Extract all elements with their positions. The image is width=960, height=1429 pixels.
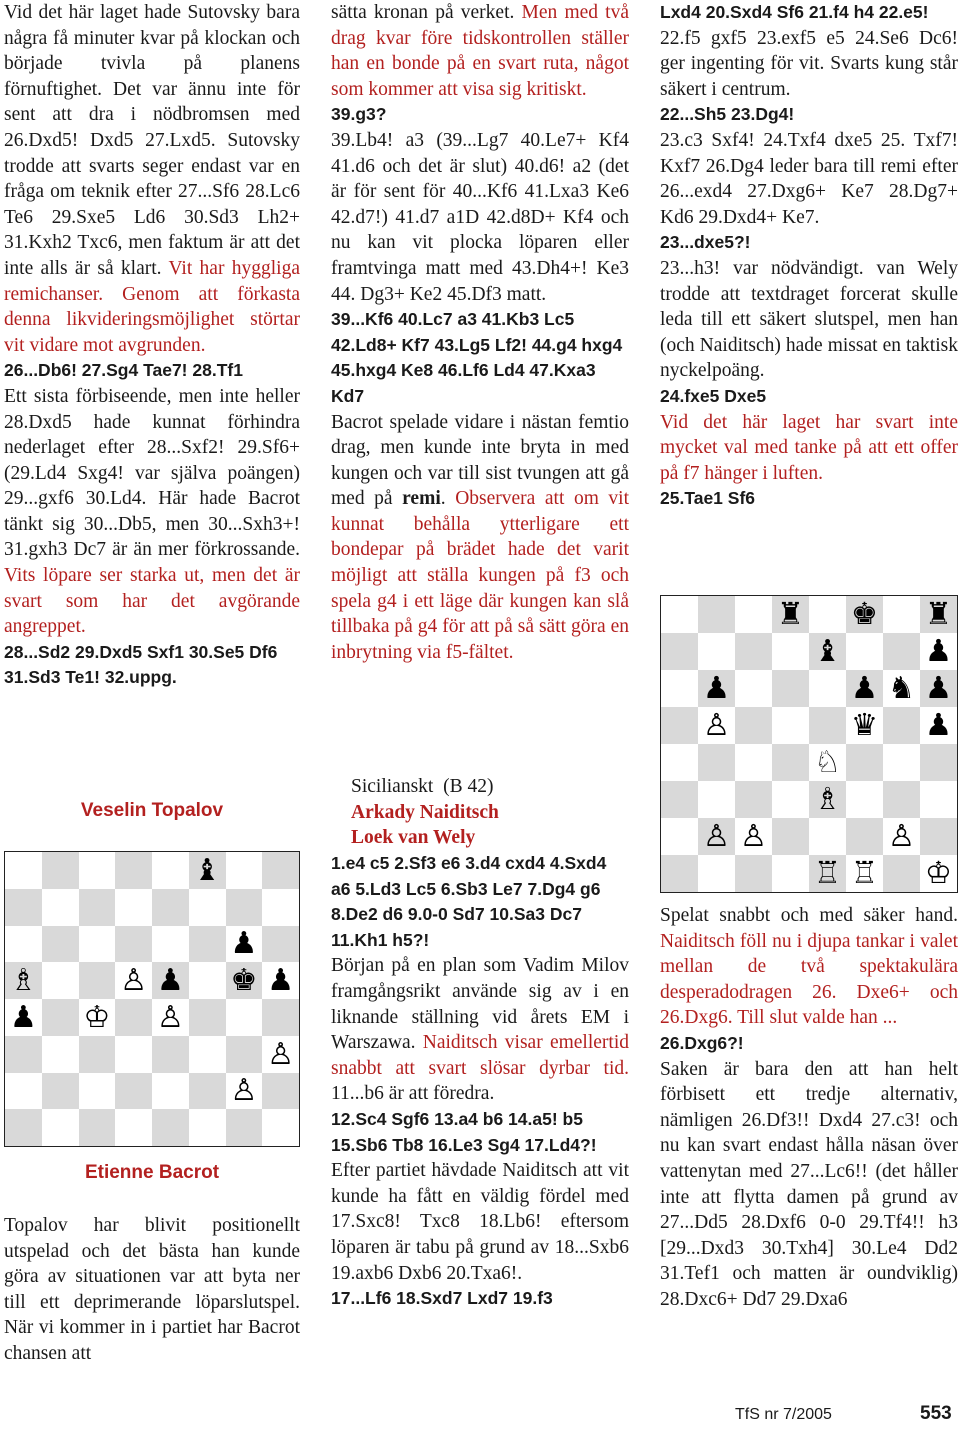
board-square — [809, 670, 846, 707]
board-square — [42, 999, 79, 1036]
highlight-text: Men med två drag kvar före tidskontrollen ställer han en bonde på en svart ruta, något som kommer att visa sig kritiskt. — [331, 2, 630, 100]
board-square — [79, 1109, 116, 1146]
column-left — [4, 0, 300, 691]
eco-code: (B 42) — [443, 776, 494, 797]
chess-piece: ♙ — [120, 963, 148, 999]
paragraph — [331, 0, 629, 102]
board-square — [226, 889, 263, 926]
chess-piece: ♗ — [9, 963, 37, 999]
board-square — [79, 926, 116, 963]
move-sequence: 22...Sh5 23.Dg4! — [660, 104, 795, 125]
highlight-text: Vid det här laget har svart inte mycket val med tanke på att ett offer på f7 hänger i luften. — [660, 411, 958, 484]
move-sequence: 26...Db6! 27.Sg4 Tae7! 28.Tf1 — [4, 360, 243, 381]
board-square — [883, 744, 920, 781]
board-square — [846, 818, 883, 855]
chess-piece: ♟ — [156, 963, 184, 999]
opening-line — [351, 774, 629, 800]
board-square — [661, 818, 698, 855]
board-square — [772, 707, 809, 744]
board-square — [262, 852, 299, 889]
chess-piece: ♖ — [813, 856, 842, 891]
chess-piece: ♘ — [813, 745, 842, 780]
player-name-bottom: Etienne Bacrot — [84, 1162, 220, 1183]
board-square — [735, 855, 772, 892]
board-square — [698, 633, 735, 670]
chess-piece: ♝ — [813, 634, 842, 669]
chess-piece: ♙ — [887, 819, 916, 854]
move-sequence: 17...Lf6 18.Sxd7 Lxd7 19.f3 — [331, 1288, 553, 1309]
paragraph-text: sätta kronan på verket. — [331, 2, 515, 23]
board-square — [262, 1073, 299, 1110]
chess-piece: ♙ — [702, 819, 731, 854]
board-square — [79, 852, 116, 889]
highlight-text: Naiditsch visar emellertid snabbt att svart slösar dyrbar tid. — [331, 1032, 629, 1079]
board-square — [115, 999, 152, 1036]
move-sequence: 12.Sc4 Sgf6 13.a4 b6 14.a5! b5 15.Sb6 Tb8 16.Le3 Sg4 17.Ld4?! — [331, 1108, 597, 1155]
highlight-text: Observera att om vit kunnat behålla ytterligare ett bondepar på brädet hade det varit möjligt att ställa kungen på f3 och spela g4 i ett läge där kungen kan slå tillbaka på g4 för att på så sätt göra en inbrytning via f5-fältet. — [331, 488, 630, 663]
board-square — [772, 744, 809, 781]
board-square — [698, 596, 735, 633]
game-header — [351, 774, 629, 851]
chess-piece: ♔ — [924, 856, 953, 891]
paragraph-text: Början på en plan som Vadim Milov framgångsrikt använde sig av i en liknande ställning vid årets EM i Warszawa. — [331, 955, 629, 1054]
chess-piece: ♞ — [887, 671, 916, 706]
chess-piece: ♙ — [156, 999, 184, 1035]
board-square — [661, 633, 698, 670]
paragraph — [331, 953, 629, 1107]
chess-diagram-2 — [660, 595, 958, 893]
chess-piece: ♟ — [702, 671, 731, 706]
game-annotation — [331, 851, 629, 1312]
chess-piece: ♟ — [924, 634, 953, 669]
board-square — [152, 1073, 189, 1110]
board-square — [79, 1073, 116, 1110]
chess-diagram-1 — [4, 851, 300, 1147]
board-square — [115, 1109, 152, 1146]
chess-piece: ♔ — [83, 999, 111, 1035]
paragraph-text: Efter partiet hävdade Naiditsch att vit kunde ha fått en väldig fördel med 17.Sxc8! Txc8 18.Lb6! eftersom löparen är tabu på grund av 18...Sxb6 19.axb6 Dxb6 20.Txa6!. — [331, 1160, 629, 1284]
board-square — [42, 962, 79, 999]
board-square — [189, 1073, 226, 1110]
board-square — [189, 962, 226, 999]
board-square — [920, 818, 957, 855]
chess-piece: ♗ — [813, 782, 842, 817]
board-square — [846, 744, 883, 781]
chess-piece: ♙ — [739, 819, 768, 854]
chess-piece: ♟ — [9, 999, 37, 1035]
board-square — [661, 781, 698, 818]
board-square — [42, 889, 79, 926]
column-middle — [331, 0, 629, 665]
board-square — [661, 596, 698, 633]
board-square — [735, 781, 772, 818]
black-player: Loek van Wely — [351, 827, 476, 849]
board-square — [883, 596, 920, 633]
board-square — [226, 1036, 263, 1073]
paragraph — [4, 384, 300, 640]
move-sequence: 28...Sd2 29.Dxd5 Sxf1 30.Se5 Df6 31.Sd3 Te1! 32.uppg. — [4, 641, 278, 688]
board-square — [42, 926, 79, 963]
chess-piece: ♜ — [924, 597, 953, 632]
board-square — [42, 1109, 79, 1146]
paragraph-text: Bacrot spelade vidare i nästan femtio drag, men kunde inte bryta in med kungen och var till sist tvungen att gå med på — [331, 411, 629, 510]
highlight-text: Vits löpare ser starka ut, men det är svart som har det avgörande angreppet. — [4, 565, 300, 638]
move-sequence: 25.Tae1 Sf6 — [660, 488, 756, 509]
paragraph — [4, 1213, 300, 1367]
board-square — [5, 926, 42, 963]
chess-piece: ♛ — [850, 708, 879, 743]
board-square — [5, 852, 42, 889]
board-square — [189, 926, 226, 963]
board-square — [189, 999, 226, 1036]
board-square — [262, 1109, 299, 1146]
chess-piece: ♚ — [230, 963, 258, 999]
paragraph-text: 23...h3! var nödvändigt. van Wely trodde att textdraget forcerat skulle leda till ett säkert slutspel, men han (och Naiditsch) hade missat en taktisk nyckelpoäng. — [660, 257, 958, 382]
board-square — [226, 852, 263, 889]
board-square — [846, 781, 883, 818]
move-sequence: 1.e4 c5 2.Sf3 e6 3.d4 cxd4 4.Sxd4 a6 5.Ld3 Lc5 6.Sb3 Le7 7.Dg4 g6 8.De2 d6 9.0-0 Sd7 10.Sa3 Dc7 11.Kh1 h5?! — [331, 853, 607, 950]
board-square — [698, 781, 735, 818]
board-square — [883, 707, 920, 744]
board-square — [772, 670, 809, 707]
board-square — [5, 889, 42, 926]
board-square — [5, 1036, 42, 1073]
board-square — [226, 1109, 263, 1146]
board-square — [115, 852, 152, 889]
paragraph-text: 11...b6 är att föredra. — [331, 1083, 495, 1105]
paragraph-text: Spelat snabbt och med säker hand. — [660, 905, 958, 926]
board-square — [189, 889, 226, 926]
move-sequence: Lxd4 20.Sxd4 Sf6 21.f4 h4 22.e5! — [660, 2, 929, 22]
chess-piece: ♙ — [230, 1073, 258, 1109]
board-square — [698, 855, 735, 892]
move-sequence: 24.fxe5 Dxe5 — [660, 385, 767, 406]
chess-piece: ♖ — [850, 856, 879, 891]
paragraph — [660, 903, 958, 1031]
punctuation: . — [440, 488, 446, 510]
board-square — [5, 1073, 42, 1110]
chess-piece: ♟ — [230, 926, 258, 962]
board-square — [189, 1109, 226, 1146]
board-square — [772, 818, 809, 855]
board-square — [189, 1036, 226, 1073]
chess-piece: ♙ — [702, 708, 731, 743]
board-square — [115, 1036, 152, 1073]
magazine-issue: TfS nr 7/2005 — [735, 1406, 832, 1423]
board-square — [883, 781, 920, 818]
board-square — [735, 707, 772, 744]
page-number: 553 — [920, 1403, 952, 1424]
move-sequence: 39.g3? — [331, 104, 387, 125]
board-square — [79, 889, 116, 926]
board-square — [661, 707, 698, 744]
move-sequence: 39...Kf6 40.Lc7 a3 41.Kb3 Lc5 42.Ld8+ Kf7 43.Lg5 Lf2! 44.g4 hxg4 45.hxg4 Ke8 46.Lf6 Ld4 47.Kxa3 Kd7 — [331, 309, 623, 406]
paragraph-text: Saken är bara den att han helt förbisett ett tredje alternativ, nämligen 26.Df3!! Dxd4 27.c3! och nu kan svart endast hålla näsan över vattenytan med 27...Lc6!! (det håller inte att flytta damen på grund av 27...Dd5 28.Dxf6 0-0 29.Tf4!! h3 [29...Dxd3 30.Txh4] 30.Le4 Dd2 31.Tef1 och matten är oundviklig) 28.Dxc6+ Dd7 29.Dxa6 — [660, 1058, 958, 1310]
board-square — [42, 852, 79, 889]
board-square — [115, 926, 152, 963]
board-square — [772, 781, 809, 818]
chess-piece: ♙ — [267, 1036, 295, 1072]
board-square — [735, 744, 772, 781]
board-square — [809, 707, 846, 744]
board-square — [661, 670, 698, 707]
board-square — [262, 926, 299, 963]
board-square — [5, 1109, 42, 1146]
move-sequence: 23...dxe5?! — [660, 232, 751, 253]
board-square — [226, 999, 263, 1036]
move-sequence: 26.Dxg6?! — [660, 1032, 744, 1053]
chess-piece: ♟ — [267, 963, 295, 999]
board-square — [883, 855, 920, 892]
player-name-top: Veselin Topalov — [80, 800, 224, 821]
paragraph-text: 22.f5 gxf5 23.exf5 e5 24.Se6 Dc6! ger ingenting för vit. Svarts kung står säkert i centrum. — [660, 27, 958, 100]
board-square — [735, 633, 772, 670]
board-square — [920, 744, 957, 781]
paragraph-text: Vid det här laget hade Sutovsky bara några få minuter kvar på klockan och började tvivla på planens förnuftighet. Det var ännu inte för sent att dra i nödbromsen med 26.Dxd5! Dxd5 27.Lxd5. Sutovsky trodde att svarts seger endast var en fråga om teknik efter 27...Sf6 28.Lc6 Te6 29.Sxe5 Ld6 30.Sd3 Lh2+ 31.Kxh2 Txc6, men faktum är att det inte alls är så klart. — [4, 2, 300, 279]
board-square — [152, 889, 189, 926]
column-right — [660, 0, 958, 512]
white-player: Arkady Naiditsch — [351, 801, 499, 823]
board-square — [42, 1036, 79, 1073]
chess-piece: ♟ — [924, 708, 953, 743]
paragraph-text: Ett sista förbiseende, men inte heller 28.Dxd5 hade kunnat förhindra nederlaget efter 28...Sxf2! 29.Sf6+ (29.Ld4 Sxg4! var själva poängen) 29...gxf6 30.Ld4. Här hade Bacrot tänkt sig 30...Db5, men 30...Sxh3+! 31.gxh3 Dc7 är än mer förkrossande. — [4, 385, 300, 561]
chess-piece: ♜ — [776, 597, 805, 632]
board-square — [661, 744, 698, 781]
board-square — [115, 1073, 152, 1110]
board-square — [262, 999, 299, 1036]
board-square — [772, 633, 809, 670]
chess-piece: ♟ — [850, 671, 879, 706]
board-square — [79, 1036, 116, 1073]
board-square — [262, 889, 299, 926]
result-text: remi — [402, 488, 441, 510]
column-right-lower — [660, 903, 958, 1313]
board-square — [661, 855, 698, 892]
opening-name: Sicilianskt — [351, 776, 434, 797]
board-square — [883, 633, 920, 670]
board-square — [809, 596, 846, 633]
board-square — [809, 818, 846, 855]
board-square — [920, 781, 957, 818]
chess-piece: ♟ — [924, 671, 953, 706]
board-square — [846, 633, 883, 670]
board-square — [152, 926, 189, 963]
board-square — [115, 889, 152, 926]
board-square — [152, 852, 189, 889]
paragraph — [331, 410, 629, 666]
board-square — [152, 1036, 189, 1073]
highlight-text: Vit har hyggliga remichanser. Genom att förkasta denna likvideringsmöjlighet störtar vit vidare mot avgrunden. — [4, 257, 300, 356]
board-square — [735, 596, 772, 633]
board-square — [42, 1073, 79, 1110]
chess-piece: ♝ — [193, 852, 221, 888]
paragraph — [4, 0, 300, 358]
board-square — [698, 744, 735, 781]
highlight-text: Naiditsch föll nu i djupa tankar i valet mellan de två spektakulära desperadodragen 26. Dxe6+ och 26.Dxg6. Till slut valde han ... — [660, 930, 958, 1029]
paragraph-text: 39.Lb4! a3 (39...Lg7 40.Le7+ Kf4 41.d6 och det är slut) 40.d6! a2 (det är för sent för 40...Kf6 41.Lxa3 Ke6 42.d7!) 41.d7 a1D 42.d8D+ Kf4 och nu kan vit plocka löparen eller framtvinga matt med 43.Dh4+! Ke3 44. Dg3+ Ke2 45.Df3 matt. — [331, 129, 629, 305]
paragraph-text: 23.c3 Sxf4! 24.Txf4 dxe5 25. Txf7! Kxf7 26.Dg4 leder bara till remi efter 26...exd4 27.Dxg6+ Ke7 28.Dg7+ Kd6 29.Dxd4+ Ke7. — [660, 129, 958, 228]
board-square — [772, 855, 809, 892]
chess-piece: ♚ — [850, 597, 879, 632]
board-square — [152, 1109, 189, 1146]
paragraph-text: Topalov har blivit positionellt utspelad och det bästa han kunde göra av situationen var att byta ner till ett deprimerande löparslutspel. När vi kommer in i partiet har Bacrot chansen att — [4, 1215, 300, 1364]
board-square — [79, 962, 116, 999]
board-square — [735, 670, 772, 707]
